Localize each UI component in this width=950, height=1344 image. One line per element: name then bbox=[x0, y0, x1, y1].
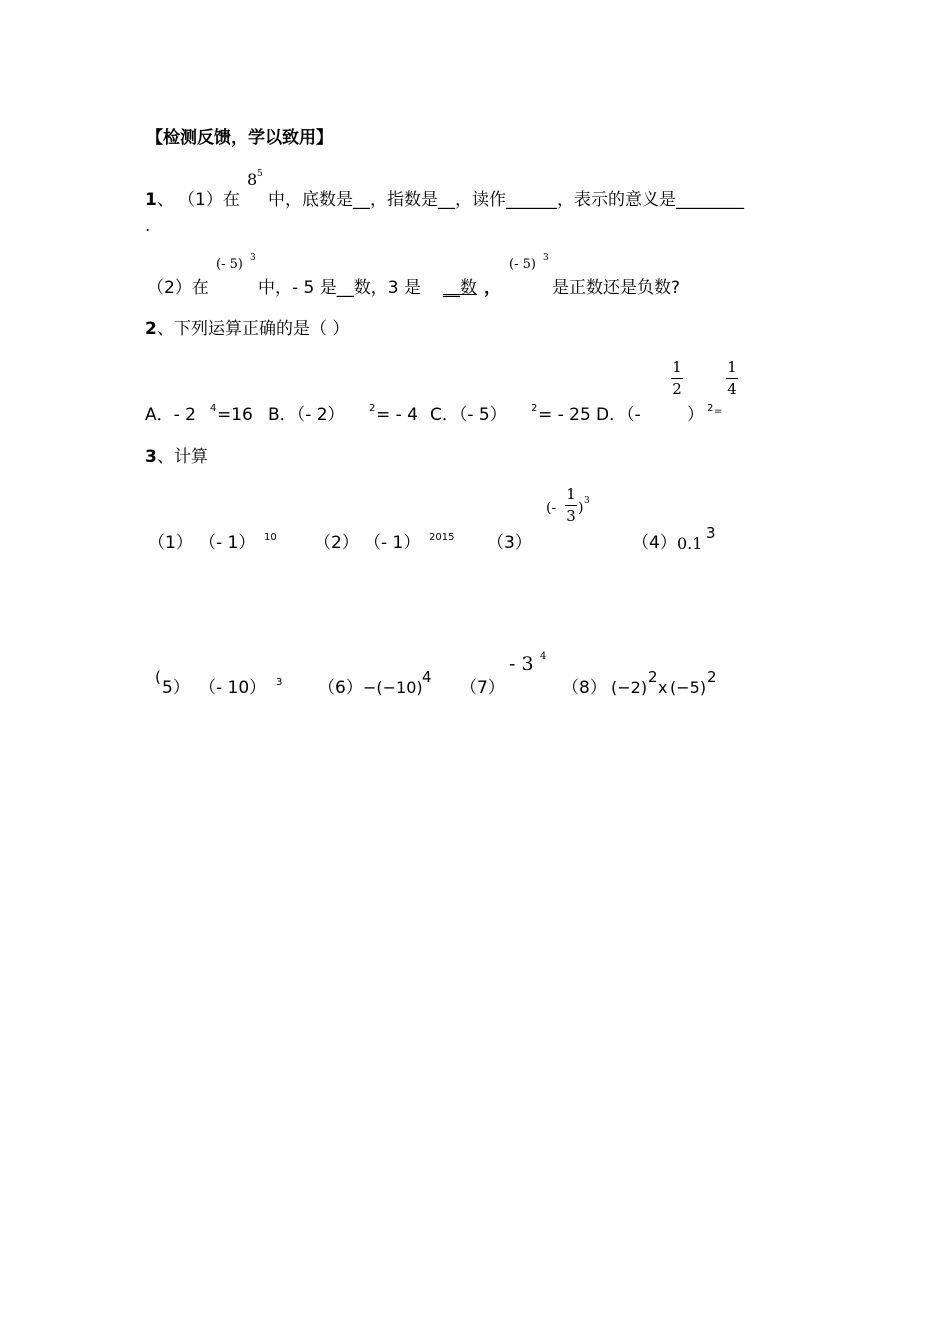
q3-item-1-expr: （- 1） bbox=[199, 533, 256, 553]
q1-power-base: 8 bbox=[247, 170, 258, 189]
q1-expr1: (- 5) bbox=[216, 257, 243, 272]
fraction-bar bbox=[565, 505, 577, 506]
q3-item-8-a-exponent: 2 bbox=[648, 668, 658, 686]
q2-option-a-result: =16 bbox=[217, 405, 253, 425]
q3-item-8-times: x bbox=[658, 678, 668, 697]
fraction-bar bbox=[671, 378, 683, 379]
q3-item-3-exponent: 3 bbox=[584, 496, 590, 506]
q3-number: 3 bbox=[145, 447, 157, 467]
q2-option-b-exponent: 2 bbox=[369, 403, 376, 414]
q1-part2-prefix: （2）在 bbox=[147, 278, 209, 298]
q3-item-6-exponent: 4 bbox=[422, 668, 432, 686]
q2-option-b: B．（- 2） bbox=[268, 405, 345, 425]
q3-item-5-exponent: 3 bbox=[276, 677, 283, 688]
q3-item-4-base: 0.1 bbox=[677, 534, 703, 553]
q3-item-1-exponent: 10 bbox=[264, 532, 277, 543]
q2-option-d-fraction bbox=[671, 360, 683, 397]
q2-option-d-result-fraction bbox=[726, 360, 738, 397]
q1-expr2-exponent: 3 bbox=[543, 253, 549, 263]
q3-item-2-label: （2） bbox=[314, 533, 359, 553]
q3-item-3-close: ) bbox=[578, 500, 584, 516]
q3-item-4-label: （4） bbox=[632, 533, 677, 553]
q3-item-3-denominator: 3 bbox=[566, 507, 576, 525]
q2-option-d-denominator: 2 bbox=[672, 380, 682, 398]
q3-item-6-expr: −(−10) bbox=[363, 678, 423, 697]
q3-item-5-label: 5） bbox=[162, 678, 190, 698]
q2-option-d-numerator: 1 bbox=[672, 358, 682, 376]
q1-separator: 、 bbox=[157, 190, 174, 210]
q2-option-a-exponent: 4 bbox=[210, 403, 217, 414]
q3-item-7-exponent: 4 bbox=[540, 651, 547, 662]
q1-expr1-exponent: 3 bbox=[250, 253, 256, 263]
q1-part2-comma: ， bbox=[484, 278, 501, 298]
q3-title: 、计算 bbox=[157, 447, 208, 467]
q3-item-3-fraction bbox=[565, 487, 577, 524]
q3-item-3-open: (- bbox=[546, 500, 557, 516]
q2-option-d-close: ） bbox=[687, 405, 704, 425]
q3-item-8-b-exponent: 2 bbox=[707, 668, 717, 686]
q3-item-4-exponent: 3 bbox=[706, 524, 716, 542]
q3-item-3-label: （3） bbox=[487, 533, 532, 553]
q1-part1-text: 中，底数是__，指数是__，读作______，表示的意义是________ bbox=[268, 190, 744, 210]
q2-option-c: C．（- 5） bbox=[430, 405, 507, 425]
q2-option-d-result-denominator: 4 bbox=[727, 380, 737, 398]
q3-item-3-numerator: 1 bbox=[566, 485, 576, 503]
q1-part2-mid: 中，- 5 是__数，3 是 bbox=[258, 278, 421, 298]
q3-item-1-label: （1） bbox=[148, 533, 193, 553]
q3-item-7-base: - 3 bbox=[509, 653, 534, 675]
q1-part1-prefix: （1）在 bbox=[178, 190, 240, 210]
q1-part2-blank: __数 bbox=[443, 278, 477, 298]
fraction-bar bbox=[726, 378, 738, 379]
q3-item-2-exponent: 2015 bbox=[429, 532, 455, 543]
q3-item-8-a: (−2) bbox=[611, 678, 648, 697]
q3-item-5-paren: ( bbox=[155, 668, 161, 686]
q1-dot: . bbox=[145, 216, 151, 236]
q3-item-5-expr: （- 10） bbox=[199, 678, 267, 698]
q2-option-d-result-numerator: 1 bbox=[727, 358, 737, 376]
q2-option-c-result: = - 25 bbox=[538, 405, 591, 425]
q2-number: 2 bbox=[145, 319, 157, 339]
q3-item-8-b: (−5) bbox=[670, 678, 707, 697]
q3-item-7-label: （7） bbox=[460, 678, 505, 698]
q3-item-8-label: （8） bbox=[562, 678, 607, 698]
section-heading: 【检测反馈，学以致用】 bbox=[146, 128, 333, 148]
q2-option-a: A．- 2 bbox=[145, 405, 196, 425]
q2-option-c-exponent: 2 bbox=[531, 403, 538, 414]
q1-expr2: (- 5) bbox=[509, 257, 536, 272]
q2-option-d: D．（- bbox=[596, 405, 641, 425]
q1-power-exponent: 5 bbox=[257, 169, 263, 179]
q3-item-2-expr: （- 1） bbox=[364, 533, 421, 553]
q2-option-b-result: = - 4 bbox=[376, 405, 419, 425]
q2-option-d-exponent: 2 bbox=[707, 403, 714, 414]
q3-item-6-label: （6） bbox=[318, 678, 363, 698]
q1-number: 1 bbox=[145, 190, 157, 210]
q2-option-d-equals: = bbox=[714, 406, 723, 417]
q1-part2-end: 是正数还是负数? bbox=[552, 278, 681, 298]
q2-title: 、下列运算正确的是（ ） bbox=[157, 319, 350, 339]
